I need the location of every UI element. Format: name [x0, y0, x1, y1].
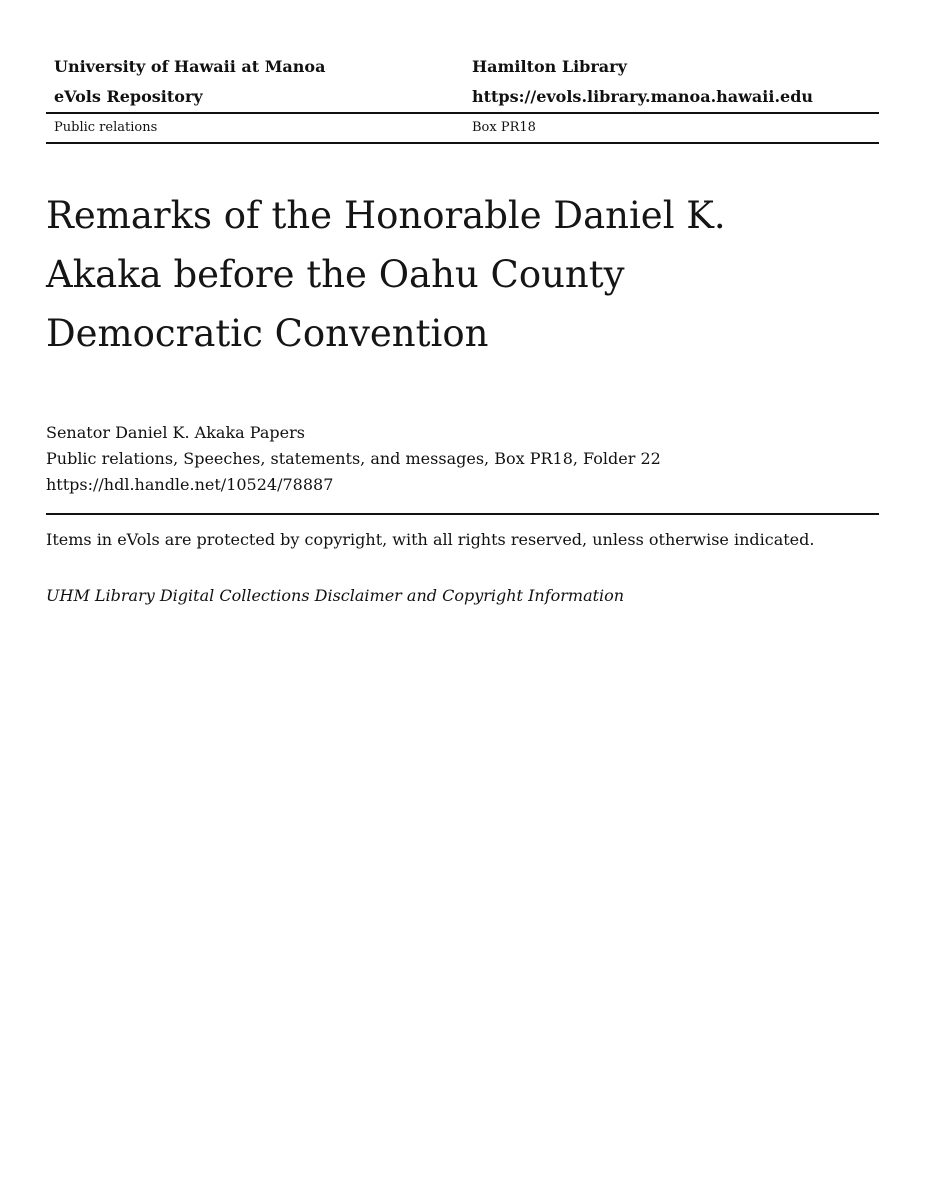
header-block [46, 52, 879, 144]
title-line-1: Remarks of the Honorable Daniel K. [46, 194, 726, 237]
header-row-3 [46, 114, 879, 142]
header-row-1 [46, 52, 879, 82]
document-metadata [46, 420, 879, 498]
papers-name: Senator Daniel K. Akaka Papers [46, 423, 305, 442]
folder-location: Public relations, Speeches, statements, and messages, Box PR18, Folder 22 [46, 449, 661, 468]
copyright-notice: Items in eVols are protected by copyright, with all rights reserved, unless otherwise indicated. [46, 530, 815, 549]
header-divider-bottom [46, 142, 879, 144]
repository-url[interactable]: https://evols.library.manoa.hawaii.edu [472, 87, 814, 106]
repository-name: eVols Repository [54, 87, 203, 106]
header-row-2 [46, 82, 879, 112]
title-line-2: Akaka before the Oahu County [46, 253, 625, 296]
disclaimer-link[interactable]: UHM Library Digital Collections Disclaimer and Copyright Information [46, 586, 625, 605]
document-title [46, 186, 879, 363]
box-label: Box PR18 [472, 120, 536, 135]
title-line-3: Democratic Convention [46, 312, 489, 355]
collection-name: Public relations [54, 120, 158, 135]
institution-name: University of Hawaii at Manoa [54, 57, 326, 76]
library-name: Hamilton Library [472, 57, 627, 76]
handle-link[interactable]: https://hdl.handle.net/10524/78887 [46, 475, 334, 494]
metadata-divider [46, 513, 879, 515]
